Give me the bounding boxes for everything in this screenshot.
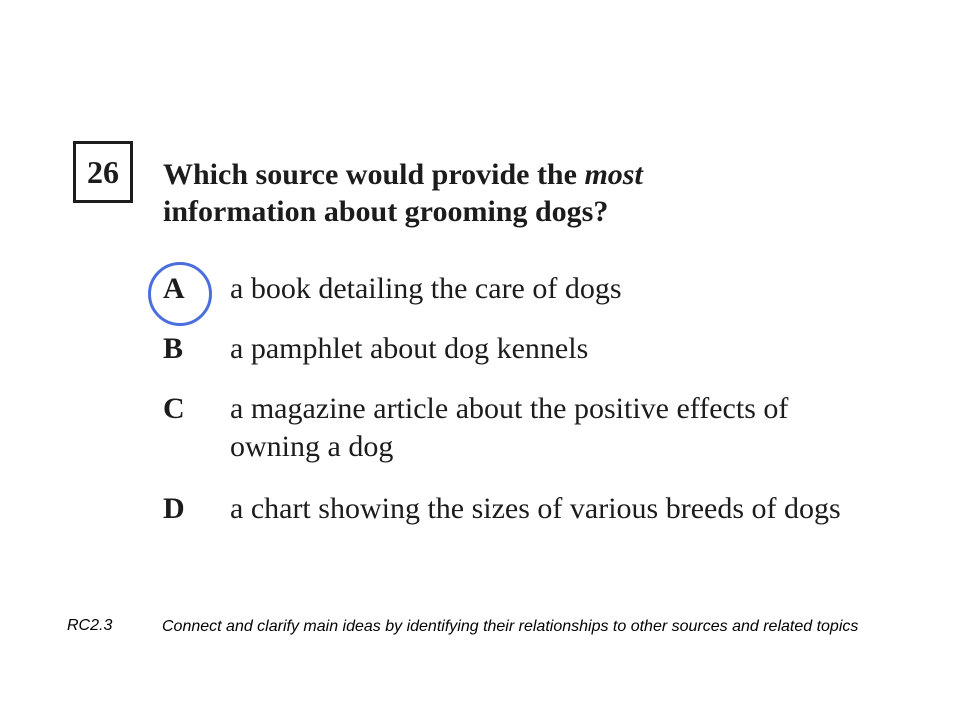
choice-letter-b: B <box>163 332 184 365</box>
choice-text-a: a book detailing the care of dogs <box>230 272 622 305</box>
choice-text-d: a chart showing the sizes of various breeds of dogs <box>230 492 841 525</box>
choice-text-b: a pamphlet about dog kennels <box>230 332 589 365</box>
question-stem-emphasis: most <box>584 158 643 191</box>
question-stem-end: information about grooming dogs? <box>163 195 609 228</box>
choice-letter-c: C <box>163 392 185 425</box>
standard-code: RC2.3 <box>67 617 113 634</box>
question-number-box <box>73 141 133 203</box>
question-stem <box>163 156 803 230</box>
choice-text-c: a magazine article about the positive effects of owning a dog <box>230 392 789 463</box>
choice-letter-a: A <box>163 272 185 305</box>
question-number: 26 <box>87 153 119 190</box>
question-stem-start: Which source would provide the <box>163 158 585 191</box>
standard-description: Connect and clarify main ideas by identifying their relationships to other sources and related topics <box>162 618 859 635</box>
choice-letter-d: D <box>163 492 185 525</box>
